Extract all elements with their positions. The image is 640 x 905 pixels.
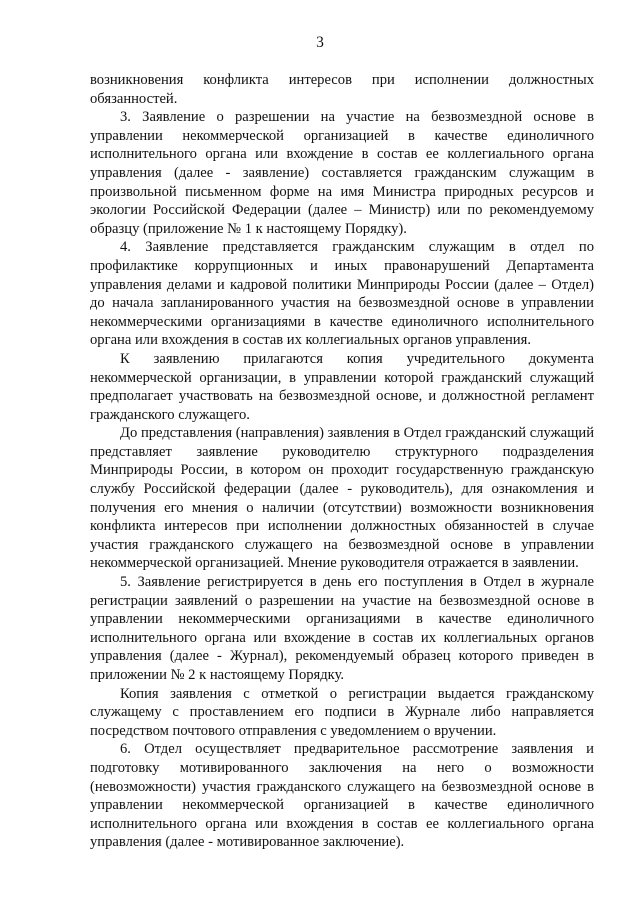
paragraph-manager-review: До представления (направления) заявления в Отдел гражданский служащий представляет заявление руководителю структурного подразделения Минприроды России, в котором он проходит государственную гражданскую службу Российской федерации (далее - руководитель), для ознакомления и получения его мнения о наличии (отсутствии) возможности возникновения конфликта интересов при исполнении должностных обязанностей в случае участия гражданского служащего на безвозмездной основе в управлении некоммерческой организацией. Мнение руководителя отражается в заявлении. [90,425,594,572]
paragraph-copy-issued: Копия заявления с отметкой о регистрации выдается гражданскому служащему с проставлением его подписи в Журнале либо направляется посредством почтового отправления с уведомлением о вручении. [90,685,594,739]
paragraph-item-3: 3. Заявление о разрешении на участие на безвозмездной основе в управлении некоммерческой организацией в качестве единоличного исполнительного органа или вхождение в состав ее коллегиального органа управления (далее - заявление) составляется гражданским служащим в произвольной письменном форме на имя Министра природных ресурсов и экологии Российской Федерации (далее – Министр) или по рекомендуемому образцу (приложение № 1 к настоящему Порядку). [90,109,594,237]
paragraph-item-4: 4. Заявление представляется гражданским служащим в отдел по профилактике коррупционных и иных правонарушений Департамента управления делами и кадровой политики Минприроды России (далее – Отдел) до начала запланированного участия на безвозмездной основе в управлении некоммерческими организациями в качестве единоличного исполнительного органа или вхождения в состав их коллегиальных органов управления. [90,239,594,349]
paragraph-item-5: 5. Заявление регистрируется в день его поступления в Отдел в журнале регистрации заявлений о разрешении на участие на безвозмездной основе в управлении некоммерческими организациями в качестве единоличного исполнительного органа или вхождение в состав их коллегиальных органов управления (далее - Журнал), рекомендуемый образец которого приведен в приложении № 2 к настоящему Порядку. [90,574,594,683]
paragraph-attachments: К заявлению прилагаются копия учредительного документа некоммерческой организации, в управлении которой гражданский служащий предполагает участвовать на безвозмездной основе, и должностной регламент гражданского служащего. [90,350,594,423]
paragraph-item-6: 6. Отдел осуществляет предварительное рассмотрение заявления и подготовку мотивированного заключения на него о возможности (невозможности) участия гражданского служащего на безвозмездной основе в управлении некоммерческой организацией в качестве единоличного исполнительного органа или вхождения в состав ее коллегиального органа управления (далее - мотивированное заключение). [90,741,594,851]
page-number: 3 [316,34,324,51]
document-body [90,71,594,852]
paragraph-continuation: возникновения конфликта интересов при исполнении должностных обязанностей. [90,72,594,107]
